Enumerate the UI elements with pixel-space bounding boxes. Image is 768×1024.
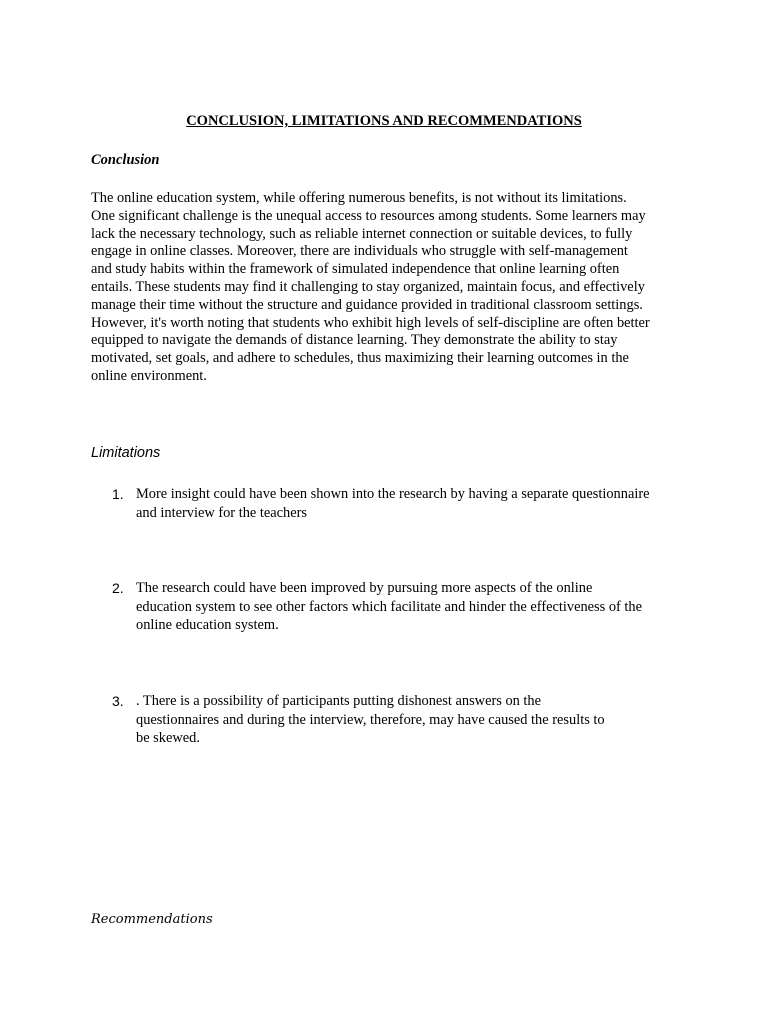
list-number: 2. — [112, 580, 124, 596]
conclusion-paragraph: The online education system, while offering numerous benefits, is not without its limitations. One significant challenge is the unequal access to resources among students. Some learners may lack the necessary technology, such as reliable internet connection or suitable devices, to fully engage in online classes. Moreover, there are individuals who struggle with self-management and study habits within the framework of simulated independence that online learning often entails. These students may find it challenging to stay organized, maintain focus, and effectively manage their time without the structure and guidance provided in traditional classroom settings. However, it's worth noting that students who exhibit high levels of self-discipline are often better equipped to navigate the demands of distance learning. They demonstrate the ability to stay motivated, set goals, and adhere to schedules, thus maximizing their learning outcomes in the online environment. — [91, 190, 650, 384]
list-number: 1. — [112, 486, 124, 502]
page-title: CONCLUSION, LIMITATIONS AND RECOMMENDATIONS — [186, 113, 582, 129]
limitation-text: The research could have been improved by pursuing more aspects of the online education system to see other factors which facilitate and hinder the effectiveness of the online education system. — [136, 580, 643, 633]
limitation-text: More insight could have been shown into the research by having a separate questionnaire and interview for the teachers — [136, 486, 650, 521]
limitations-heading: Limitations — [91, 445, 161, 461]
list-number: 3. — [112, 693, 124, 709]
conclusion-heading: Conclusion — [91, 152, 160, 168]
limitation-text: . There is a possibility of participants putting dishonest answers on the questionnaires and during the interview, therefore, may have caused the results to be skewed. — [136, 693, 605, 746]
recommendations-heading: Recommendations — [91, 912, 213, 927]
